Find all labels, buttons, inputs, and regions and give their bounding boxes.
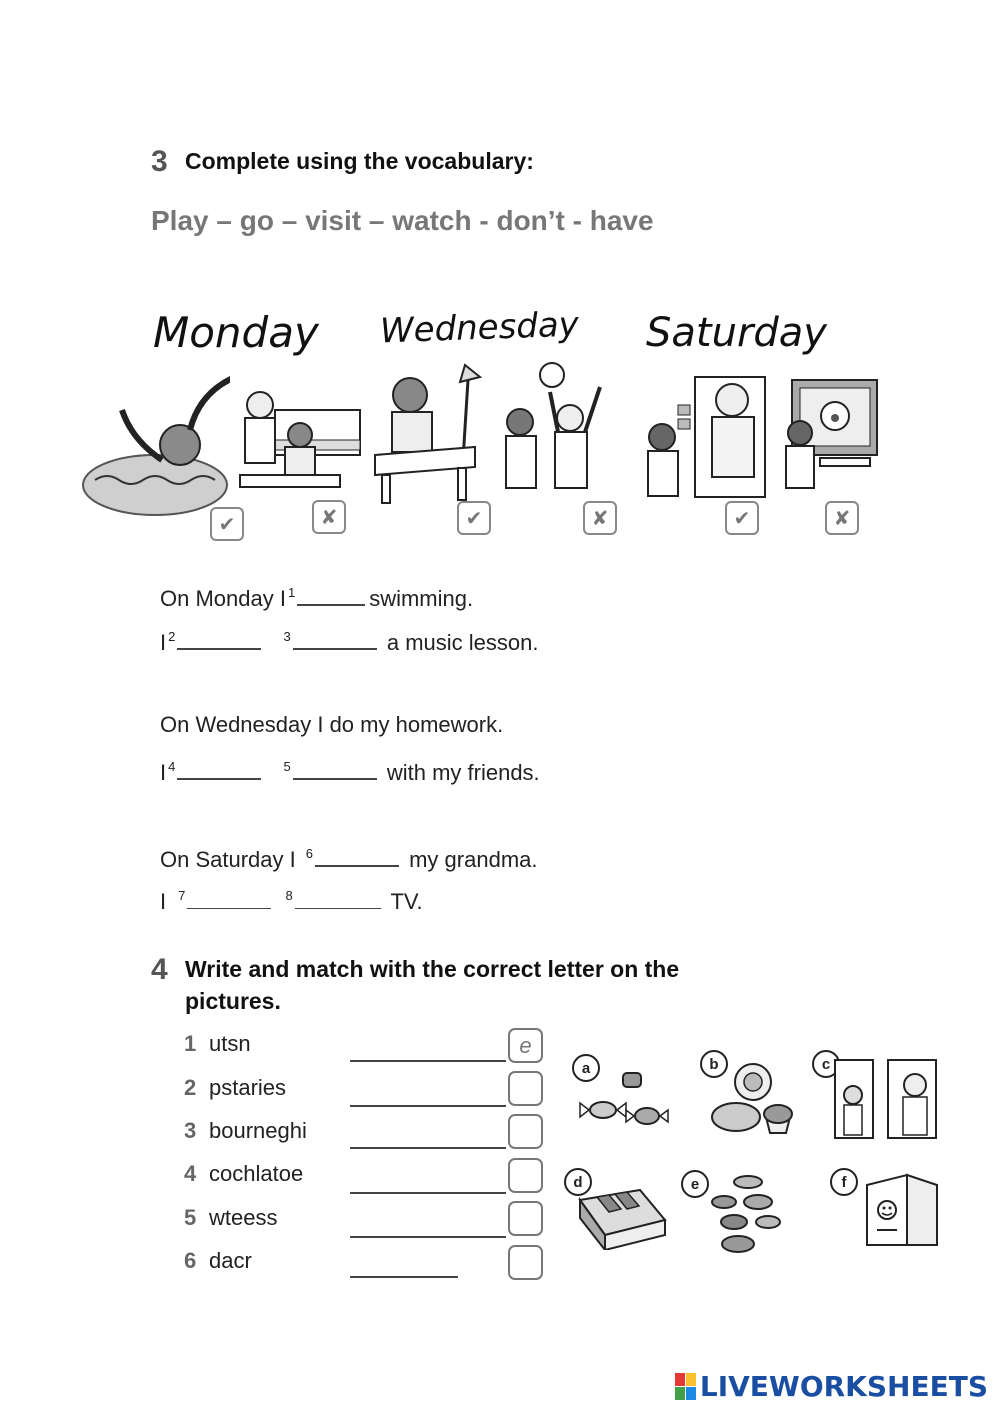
card-illustration [862, 1170, 942, 1250]
chocolate-illustration [575, 1180, 670, 1250]
picture-letter: e [681, 1170, 709, 1198]
picture-letter: f [830, 1168, 858, 1196]
blank-6-input[interactable] [315, 843, 399, 867]
blank-number: 1 [287, 585, 296, 600]
blank-number: 4 [168, 759, 176, 774]
neighbour-illustration [833, 1055, 938, 1140]
cross-mark-icon: ✘ [825, 501, 859, 535]
blank-number: 8 [285, 888, 293, 903]
pastries-illustration [708, 1062, 803, 1142]
blank-number: 5 [283, 759, 291, 774]
watching-tv-illustration [780, 378, 880, 493]
row-number: 4 [184, 1161, 197, 1186]
sentence-saturday-2 [160, 886, 423, 915]
day-label-saturday: Saturday [646, 310, 827, 356]
row-number: 3 [184, 1118, 197, 1143]
section-4-title-cont: pictures. [185, 988, 281, 1014]
blank-8-input[interactable] [295, 886, 381, 909]
sentence-wednesday-2 [160, 756, 540, 786]
day-label-wednesday: Wednesday [379, 304, 580, 352]
logo-square [686, 1387, 696, 1400]
scrambled-word: pstaries [209, 1075, 287, 1100]
scrambled-word: utsn [209, 1031, 251, 1056]
sentence-suffix: a music lesson. [386, 630, 539, 655]
letter-box-1[interactable]: e [508, 1028, 543, 1063]
picture-letter: d [564, 1168, 592, 1196]
logo-square [675, 1373, 685, 1386]
logo-square [686, 1373, 696, 1386]
scrambled-word: cochlatoe [209, 1161, 304, 1186]
blank-3-input[interactable] [293, 626, 377, 650]
answer-line-6[interactable] [350, 1276, 458, 1278]
letter-box-6[interactable] [508, 1245, 543, 1280]
cross-mark-icon: ✘ [583, 501, 617, 535]
section-3-title: Complete using the vocabulary: [185, 148, 534, 174]
homework-illustration [370, 350, 485, 505]
picture-letter: c [812, 1050, 840, 1078]
sentence-prefix: I [160, 630, 167, 655]
blank-number: 3 [283, 629, 291, 644]
sentence-suffix: TV. [390, 889, 423, 914]
blank-5-input[interactable] [293, 756, 377, 780]
row-number: 5 [184, 1205, 197, 1230]
playing-ball-illustration [500, 360, 610, 495]
sentence-suffix: my grandma. [409, 847, 538, 872]
blank-4-input[interactable] [177, 756, 261, 780]
sentence-suffix: with my friends. [386, 760, 540, 785]
day-label-monday: Monday [153, 308, 319, 357]
answer-line-5[interactable] [350, 1236, 506, 1238]
letter-box-3[interactable] [508, 1114, 543, 1149]
check-mark-icon: ✔ [457, 501, 491, 535]
answer-line-4[interactable] [350, 1192, 506, 1194]
liveworksheets-logo [675, 1370, 988, 1403]
answer-line-2[interactable] [350, 1105, 506, 1107]
blank-number: 6 [305, 846, 313, 861]
letter-box-5[interactable] [508, 1201, 543, 1236]
vocabulary-list: Play – go – visit – watch - don’t - have [151, 205, 654, 236]
sentence-suffix: swimming. [369, 586, 474, 611]
sentence-prefix: On Monday I [160, 586, 286, 611]
blank-7-input[interactable] [187, 886, 271, 909]
row-number: 2 [184, 1075, 197, 1100]
sentence-monday-1 [160, 582, 473, 612]
sentence-monday-2 [160, 626, 538, 656]
brand-logo-icon [675, 1373, 696, 1400]
blank-1-input[interactable] [297, 582, 365, 606]
sweets-illustration [575, 1068, 675, 1138]
picture-letter: a [572, 1054, 600, 1082]
sentence-wednesday-1: On Wednesday I do my homework. [160, 712, 504, 737]
check-mark-icon: ✔ [210, 507, 244, 541]
logo-square [675, 1387, 685, 1400]
blank-2-input[interactable] [177, 626, 261, 650]
picture-letter: b [700, 1050, 728, 1078]
blank-number: 7 [178, 888, 186, 903]
sentence-saturday-1 [160, 843, 538, 873]
letter-box-4[interactable] [508, 1158, 543, 1193]
sentence-prefix: On Saturday I [160, 847, 296, 872]
brand-name: LIVEWORKSHEETS [699, 1370, 988, 1403]
row-number: 6 [184, 1248, 197, 1273]
section-4-number: 4 [151, 953, 168, 986]
answer-line-3[interactable] [350, 1147, 506, 1149]
letter-box-2[interactable] [508, 1071, 543, 1106]
swimming-illustration [80, 360, 230, 520]
music-lesson-illustration [235, 380, 365, 500]
visiting-grandma-illustration [640, 375, 770, 500]
scrambled-word: bourneghi [209, 1118, 307, 1143]
scrambled-word: wteess [209, 1205, 278, 1230]
row-number: 1 [184, 1031, 197, 1056]
blank-number: 2 [168, 629, 176, 644]
answer-line-1[interactable] [350, 1060, 506, 1062]
check-mark-icon: ✔ [725, 501, 759, 535]
nuts-illustration [706, 1172, 788, 1257]
cross-mark-icon: ✘ [312, 500, 346, 534]
sentence-prefix: I [160, 760, 167, 785]
sentence-prefix: I [160, 889, 167, 914]
section-3-number: 3 [151, 145, 168, 178]
section-4-title: Write and match with the correct letter on the [185, 956, 680, 982]
scrambled-word: dacr [209, 1248, 252, 1273]
